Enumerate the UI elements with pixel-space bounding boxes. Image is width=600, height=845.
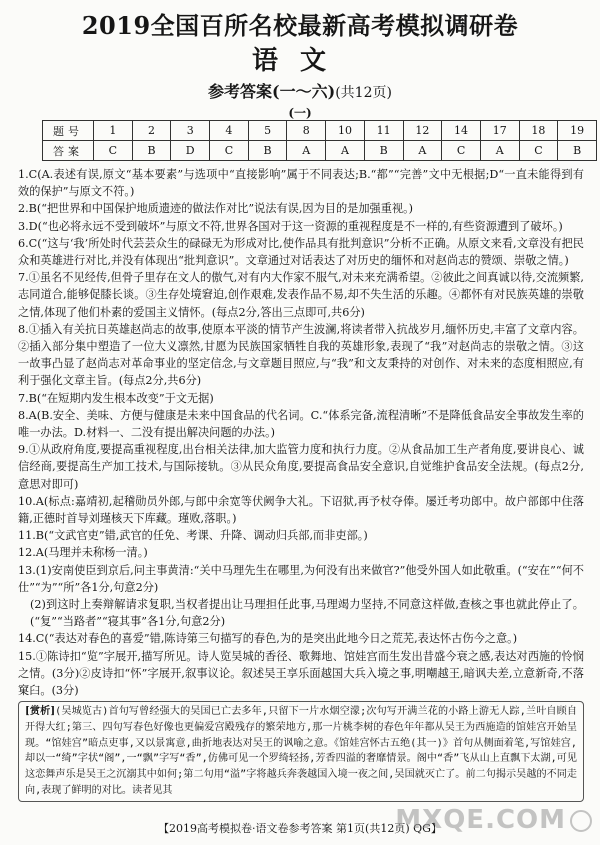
answer-item-first-line: 8.①插入有关抗日英雄赵尚志的故事,使原本平淡的情节产生波澜,将读者带入抗战岁月,缅怀历史,丰富了文章 [18, 322, 551, 336]
subject-title: 语文 [251, 46, 348, 76]
answer-title-main: 参考答案(一～六) [208, 82, 336, 101]
answer-item-first-line: 7.B(“在短期内发生根本改变”于文无据) [18, 391, 214, 405]
question-number-cell: 8 [287, 121, 326, 141]
answer-item-first-line: 12.A(马理并未称杨一清。) [18, 546, 148, 560]
answer-item-first-line: 15.①陈诗扣“览”字展开,描写所见。诗人览吴城的香径、歌舞地、馆娃宫而生发出昔盛今衰之感,表达对西施的怜悯 [18, 649, 584, 663]
appreciation-note [18, 701, 584, 801]
answer-table [42, 120, 597, 161]
answer-item-first-line: 10.A(标点:嘉靖初,起稽勋员外郎,与郎中余宽等伏阙争大礼。下诏狱,再予杖夺俸。屡迁考功郎中。故户部郎中 [18, 494, 562, 508]
question-number-cell: 11 [364, 121, 403, 141]
answer-item-continuation: 到有效的保护”与原文不符。) [18, 168, 584, 199]
answer-row-label: 答案 [43, 141, 94, 161]
answer-cell: A [287, 141, 326, 161]
answer-cell: B [364, 141, 403, 161]
answer-item-first-line: 8.A(B.安全、美味、方便与健康是未来中国食品的代名词。C.“体系完备,流程清晰”不是降低食品安全事故发生 [18, 408, 562, 422]
question-number-cell: 2 [132, 121, 171, 141]
answer-item [18, 321, 584, 390]
answer-item [18, 235, 584, 269]
answer-item-first-line: 13.(1)安南使臣到京后,问主事黄清:“关中马理先生在哪里,为何没有出来做官?”他受外国人如此敬重。(“安在” [18, 563, 556, 577]
question-number-cell: 3 [171, 121, 210, 141]
answer-item-first-line: 2.B(“把世界和中国保护地质遗迹的做法作对比”说法有误,因为目的是加强重视。) [18, 202, 414, 216]
question-number-cell: 1 [94, 121, 133, 141]
question-number-cell: 12 [403, 121, 442, 141]
answer-table-answer-row [43, 141, 597, 161]
appreciation-label: [赏析] [25, 706, 56, 718]
section-label: (一) [288, 106, 312, 120]
answer-cell: A [326, 141, 365, 161]
answer-item [18, 441, 584, 493]
question-number-cell: 18 [519, 121, 558, 141]
answer-item [18, 562, 584, 596]
answer-item [18, 390, 584, 407]
answer-cell: C [94, 141, 133, 161]
answer-cell: B [248, 141, 287, 161]
question-number-cell: 5 [248, 121, 287, 141]
answer-item [18, 648, 584, 700]
answer-item-continuation: 有把民众和英雄进行对比,并没有体现出“批判意识”。文章通过对话表达了对历史的缅怀和对赵尚志的赞颂、崇敬之情。) [18, 236, 584, 268]
exam-title: 2019全国百所名校最新高考模拟调研卷 [81, 11, 519, 40]
answer-item [18, 269, 584, 321]
answer-cell: A [403, 141, 442, 161]
answer-item-continuation: 坏。) [541, 219, 563, 233]
watermark-logo-icon [570, 810, 592, 832]
watermark-text: MXQE.COM [395, 805, 566, 835]
answer-item-first-line: 9.①从政府角度,要提高重视程度,出台相关法律,加大监管力度和执行力度。②从食品加工生产者角度,要讲良 [18, 443, 551, 457]
answer-item-continuation: “何不仕”“为”“所”各1分,句意2分) [18, 563, 584, 594]
answer-item [18, 493, 584, 527]
answer-cell: A [480, 141, 519, 161]
answer-cell: C [210, 141, 249, 161]
answer-title [0, 79, 600, 102]
appreciation-text: (吴城览古)首句写曾经强大的吴国已亡去多年,只留下一片水烟空濛;次句写开满兰花的小路上游无人踪,兰叶自顾自开得大红;第三、四句写春色好像也更偏爱宫殿残存的繁荣地方,那一片桃李树的春色年年都从吴王为西施造的馆娃宫开始呈现。“馆娃宫”暗点吏事,又以景寓意,曲折地表达对吴王的讽喻之意。《馆娃宫怀古五绝(其一)》首句从侧面着笔,写馆娃宫,却以一“绮”字状“阁”,一“飘”字写“香”,仿佛可见一个罗绮轻扬,芳香四溢的奢靡情景。阁中“香”飞从山上直飘下太湖,可见这恋舞声乐是吴王之沉溺其中如何;第二句用“溢”字将越兵奔袭越国入境一夜之间,吴国就灭亡了。前二句揭示吴越的不同走向,表现了鲜明的对比。读者见其 [25, 706, 577, 796]
answer-item [18, 407, 584, 441]
page-footer: 【2019高考模拟卷·语文卷参考答案 第1页(共12页) QG】 [158, 822, 442, 835]
answer-item-continuation: 内容。②插入部分集中塑造了一位大义凛然,甘愿为民族国家牺牲自我的英雄形象,表现了“我”对赵尚志的崇敬之情。③这一故事凸显了赵尚志对革命事业的坚定信念,与文章题目照应,与“我”和文友秉持的对创作、对未来的态度相照应,有利于强化文章主旨。(每点2分,共6分) [18, 322, 584, 388]
question-number-cell: 4 [210, 121, 249, 141]
answer-item-continuation: 止了。(“复”“当路者”“寝其事”各1分,句意2分) [30, 598, 584, 629]
answer-item-first-line: 14.C(“表达对春色的喜爱”错,陈诗第三句描写的春色,为的是突出此地今日之荒芜,表达怀古伤今之意。) [18, 632, 518, 646]
answer-item-first-line: 1.C(A.表述有误,原文“基本要素”与选项中“直接影响”属于不同表达;B.“都”“完善”文中无根据;D“一直未能得 [18, 168, 562, 181]
watermark [395, 805, 592, 835]
answer-item [18, 544, 584, 561]
answer-item-first-line: 6.C(“这与‘我’所处时代芸芸众生的碌碌无为形成对比,使作品具有批判意识”分析不正确。从原文来看,文章没 [18, 236, 551, 250]
answer-item-first-line: (2)到这时上奏辩解请求复职,当权者提出让马理担任此事,马理竭力坚持,不同意这样做,查核之事也就此停 [30, 598, 551, 612]
answer-item-first-line: 7.①虽名不见经传,但骨子里存在文人的傲气,对有内大作家不服气,对未来充满希望。②彼此之间真诚以待,交 [18, 271, 547, 285]
question-number-cell: 19 [558, 121, 597, 141]
answer-item-first-line: 3.D(“也必将永远不受到破坏”与原文不符,世界各国对于这一资源的重视程度是不一样的,有些资源遭到了破 [18, 219, 542, 233]
answer-cell: B [132, 141, 171, 161]
answer-item [18, 630, 584, 647]
answer-item-continuation: 心、诚信经商,要提高生产加工技术,与国际接轨。③从民众角度,要提高食品安全意识,自觉维护食品安全法规。(每点2分,意思对即可) [18, 443, 584, 491]
answer-body [18, 166, 584, 802]
answer-item [18, 218, 584, 235]
answer-item [18, 596, 584, 630]
answer-table-number-row [43, 121, 597, 141]
answer-cell: B [558, 141, 597, 161]
answer-item-continuation: 之情。(3分)②皮诗扣“怀”字展开,叙事议论。叙述吴王享乐面越国大兵入境之事,明嘲越王,暗讽夫差,立意新奇,不落窠臼。(3分) [18, 666, 584, 698]
question-number-cell: 10 [326, 121, 365, 141]
answer-item-continuation: 流频繁,志同道合,能够促膝长谈。③生存处境窘迫,创作艰难,发表作品不易,却不失生活的乐趣。④都怀有对民族英雄的崇敬之情,体现了他们朴素的爱国主义情怀。(每点2分,答出三点即可,共6分) [18, 271, 584, 319]
number-row-label: 题号 [43, 121, 94, 141]
page-total: (共12页) [335, 85, 392, 101]
answer-item [18, 166, 584, 200]
answer-item-first-line: 11.B(“文武官吏”错,武官的任免、考课、升降、调动归兵部,而非吏部。) [18, 529, 368, 543]
answer-item-continuation: 率的唯一办法。D.材料一、二没有提出解决问题的办法。) [18, 408, 584, 440]
answer-cell: D [171, 141, 210, 161]
answer-cell: C [442, 141, 481, 161]
question-number-cell: 14 [442, 121, 481, 141]
question-number-cell: 17 [480, 121, 519, 141]
answer-cell: C [519, 141, 558, 161]
answer-item [18, 200, 584, 217]
answer-item-continuation: 住落籍,正德时首导刘瑾核天下库藏。瑾败,落职。) [18, 494, 584, 526]
answer-item [18, 527, 584, 544]
